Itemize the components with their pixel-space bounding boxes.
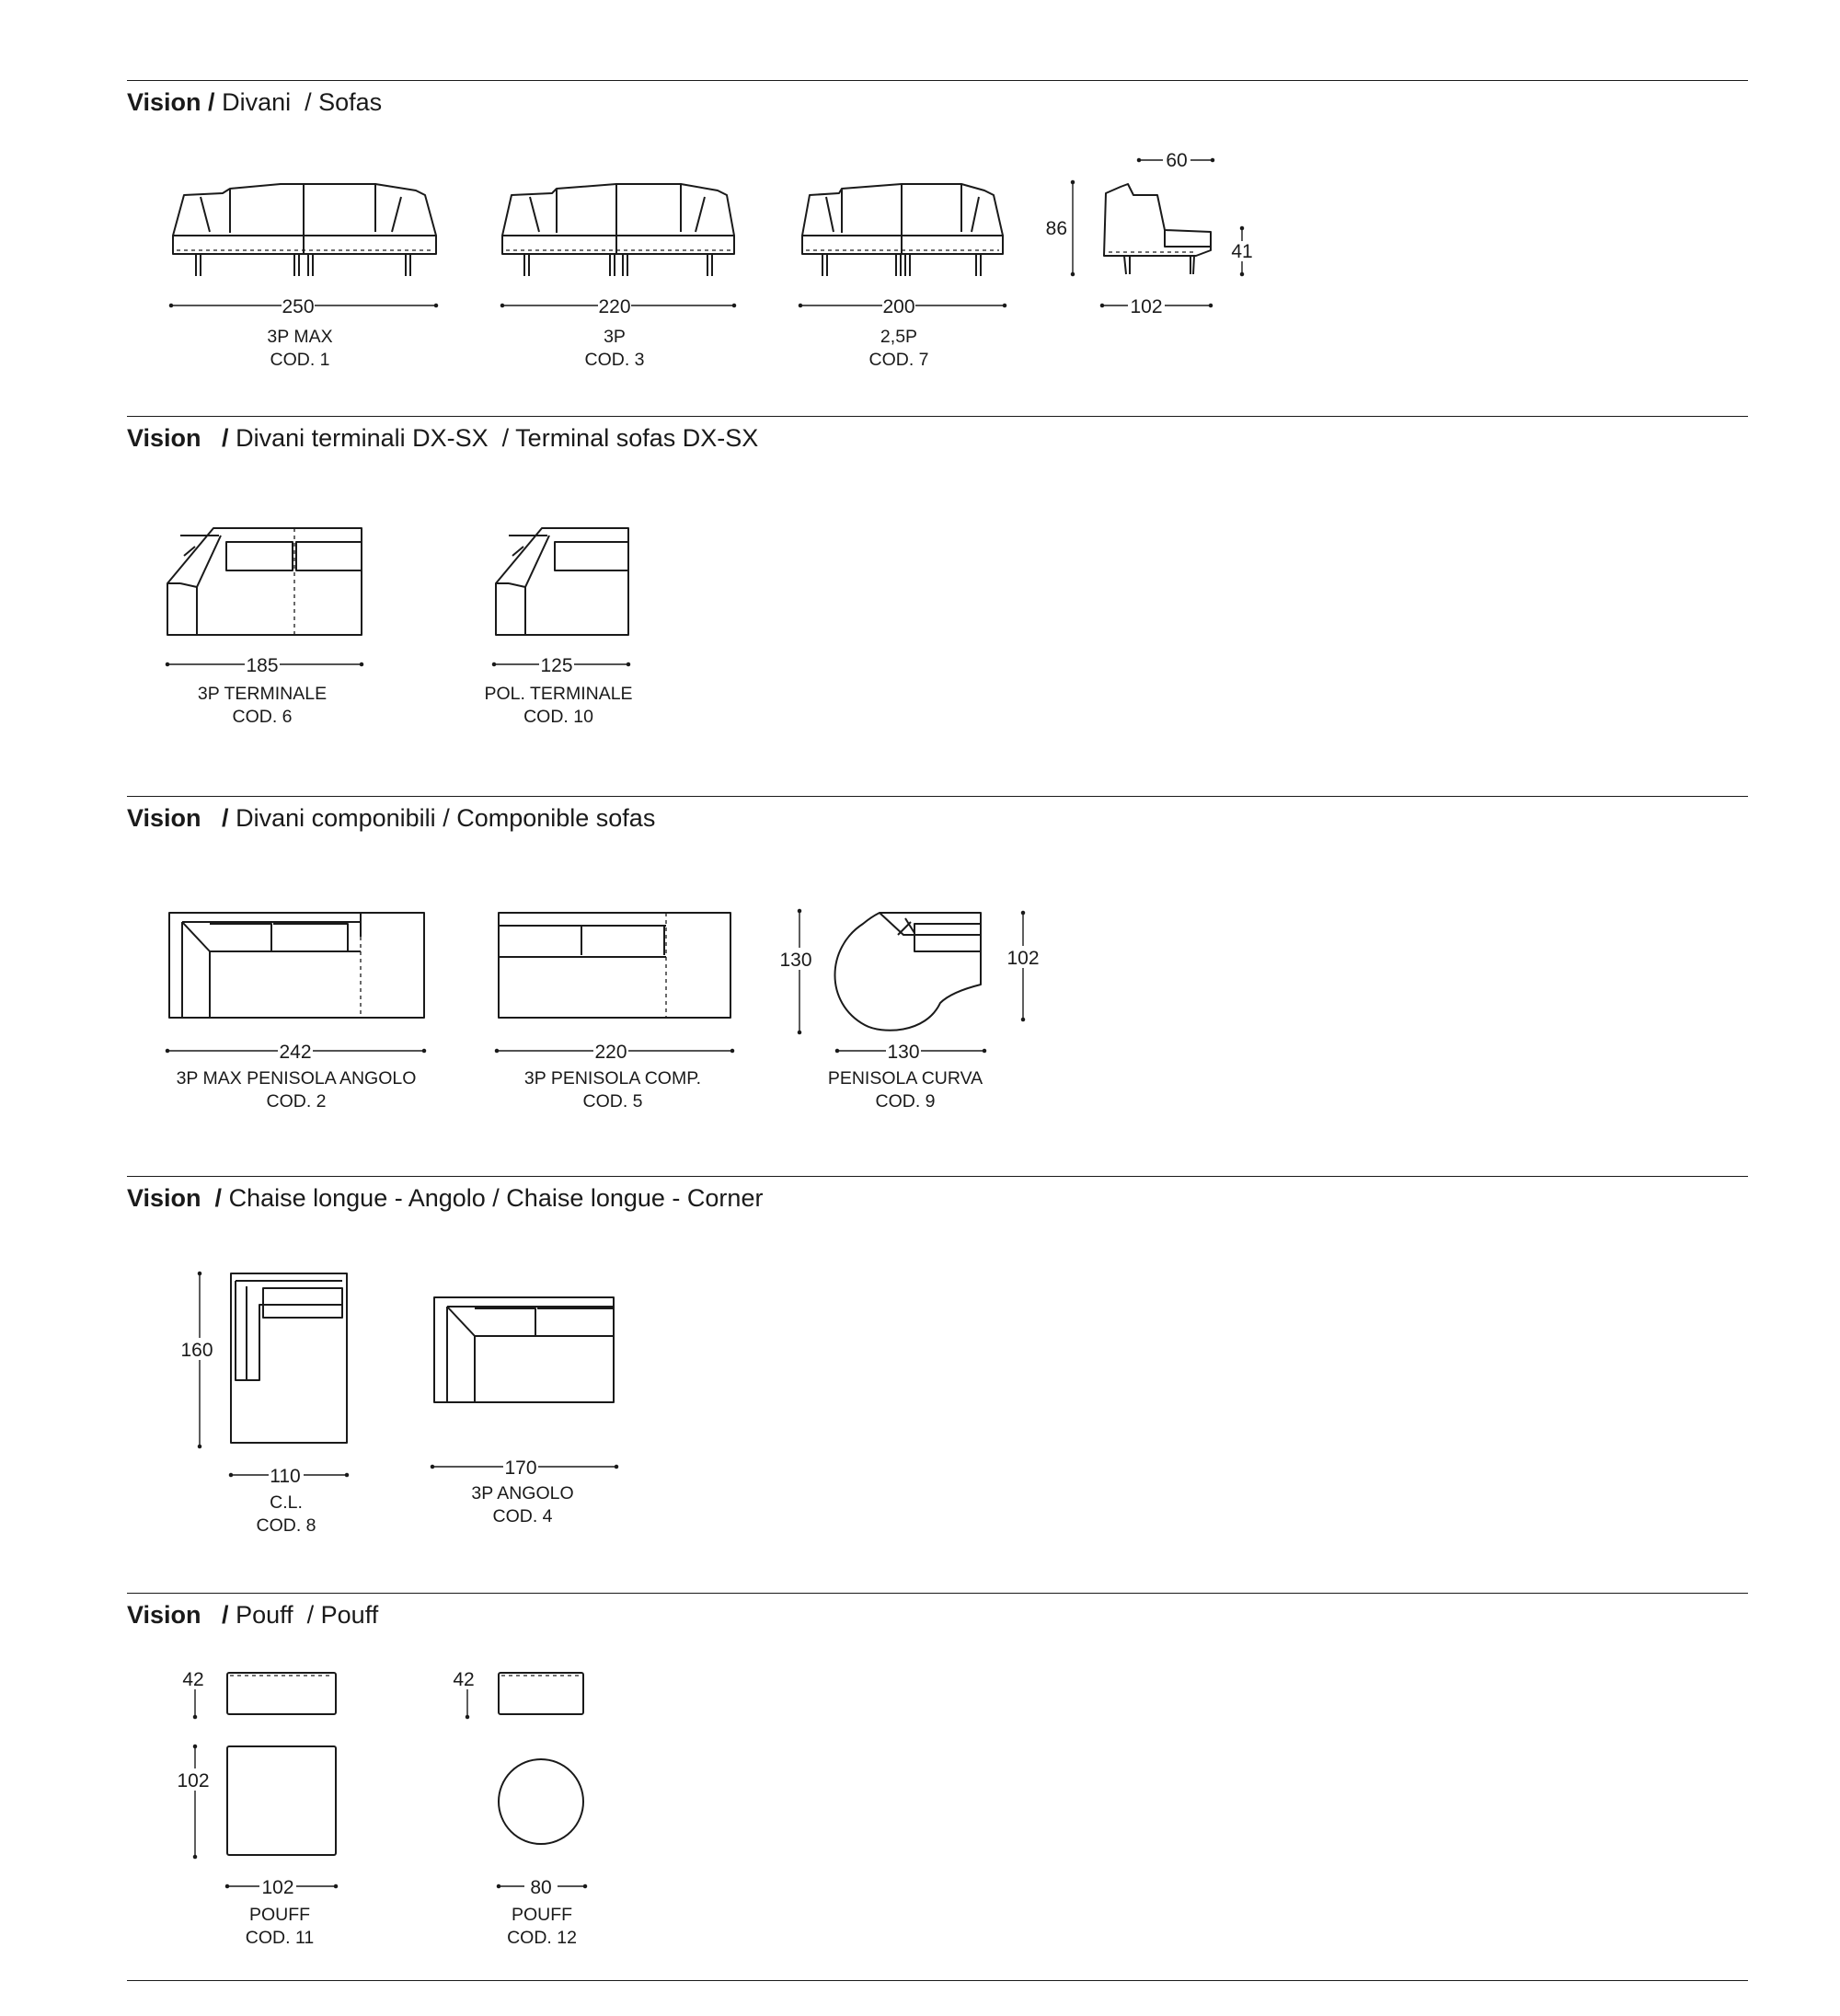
item-code: COD. 11 [245,1928,315,1948]
item-label-cod-2 [177,1067,417,1113]
dimension-labels [175,150,1257,1898]
dimension-label: 60 [1166,150,1188,171]
item-name: POL. TERMINALE [484,684,633,704]
dimension-label: 86 [1045,218,1067,239]
item-code: COD. 7 [868,350,929,370]
item-label-cod-10 [484,683,632,729]
dimension-label: 110 [270,1466,301,1487]
dimension-label: 102 [1006,948,1040,969]
chaise-longue-drawing [231,1273,347,1443]
item-label-cod-4 [471,1482,573,1528]
item-code: COD. 8 [256,1515,316,1536]
item-code: COD. 5 [582,1091,643,1112]
sofa-3p-angolo-drawing [434,1297,614,1402]
header-title-en: / Pouff [306,1601,379,1629]
sofa-3p-max-penisola-angolo-drawing [169,913,424,1018]
sofa-3p-drawing [502,184,734,276]
item-name: 3P ANGOLO [471,1483,574,1503]
header-title-en: / Terminal sofas DX-SX [501,424,759,452]
dimension-label: 200 [882,296,915,317]
header-title-en: / Componible sofas [443,804,656,832]
header-title-it: Chaise longue - Angolo [228,1184,486,1212]
dimension-label: 41 [1231,241,1253,262]
item-name: 3P MAX [267,327,333,347]
item-code: COD. 1 [270,350,330,370]
header-slash: / [214,1184,223,1212]
sofa-3p-penisola-comp-drawing [499,913,730,1018]
dimension-label: 102 [177,1770,210,1791]
header-title-it: Pouff [236,1601,293,1629]
item-label-cod-8 [256,1492,316,1538]
item-code: COD. 12 [507,1928,577,1948]
item-label-cod-9 [828,1067,983,1113]
dimension-label: 220 [598,296,631,317]
dimension-label: 185 [246,655,279,676]
brand-name: Vision [127,424,201,452]
header-slash: / [222,424,229,452]
item-code: COD. 4 [492,1506,553,1526]
dimension-label: 220 [594,1042,627,1063]
sofa-3p-terminale-drawing [167,528,362,635]
dimension-label: 242 [279,1042,312,1063]
item-label-cod-7 [868,326,928,372]
sofa-3p-max-drawing [173,184,436,276]
dimension-label: 102 [1130,296,1163,317]
item-code: COD. 3 [584,350,645,370]
item-name: 3P MAX PENISOLA ANGOLO [176,1068,417,1089]
pouff-round-drawing [499,1673,583,1844]
dimension-label: 42 [182,1669,204,1690]
item-label-cod-3 [584,326,644,372]
brand-name: Vision [127,88,201,116]
item-name: 2,5P [880,327,918,347]
item-name: C.L. [270,1492,303,1513]
dimension-label: 80 [530,1877,552,1898]
item-label-cod-5 [524,1067,701,1113]
dimension-label: 170 [504,1457,537,1479]
header-title-en: / Sofas [305,88,383,116]
header-title-it: Divani [222,88,292,116]
sofa-side-view-drawing [1104,184,1211,274]
item-name: 3P PENISOLA COMP. [523,1068,702,1089]
header-slash: / [222,1601,229,1629]
header-slash: / [222,804,229,832]
dimension-label: 130 [779,950,812,971]
item-label-cod-12 [507,1904,577,1950]
item-label-cod-1 [267,326,332,372]
header-slash: / [208,88,215,116]
pouff-square-drawing [227,1673,336,1855]
item-name: POUFF [248,1905,311,1925]
sofa-2-5p-drawing [802,184,1003,276]
dimension-label: 250 [282,296,315,317]
brand-name: Vision [127,1601,201,1629]
dimension-label: 125 [540,655,573,676]
item-code: COD. 6 [232,707,293,727]
dimension-label: 160 [180,1340,213,1361]
item-name: 3P TERMINALE [197,684,328,704]
item-name: POUFF [511,1905,573,1925]
item-code: COD. 10 [523,707,593,727]
item-label-cod-6 [198,683,327,729]
item-code: COD. 2 [266,1091,327,1112]
header-title-it: Divani terminali DX-SX [236,424,489,452]
sofa-penisola-curva-drawing [835,913,982,1031]
header-title-en: / Chaise longue - Corner [492,1184,764,1212]
item-label-cod-11 [246,1904,314,1950]
header-title-it: Divani componibili [236,804,436,832]
dimension-label: 42 [453,1669,475,1690]
item-name: PENISOLA CURVA [827,1068,983,1089]
dimension-label: 102 [261,1877,294,1898]
item-name: 3P [604,327,626,347]
dimension-label: 130 [887,1042,920,1063]
brand-name: Vision [127,1184,201,1212]
item-code: COD. 9 [875,1091,936,1112]
brand-name: Vision [127,804,201,832]
sofa-pol-terminale-drawing [496,528,628,635]
